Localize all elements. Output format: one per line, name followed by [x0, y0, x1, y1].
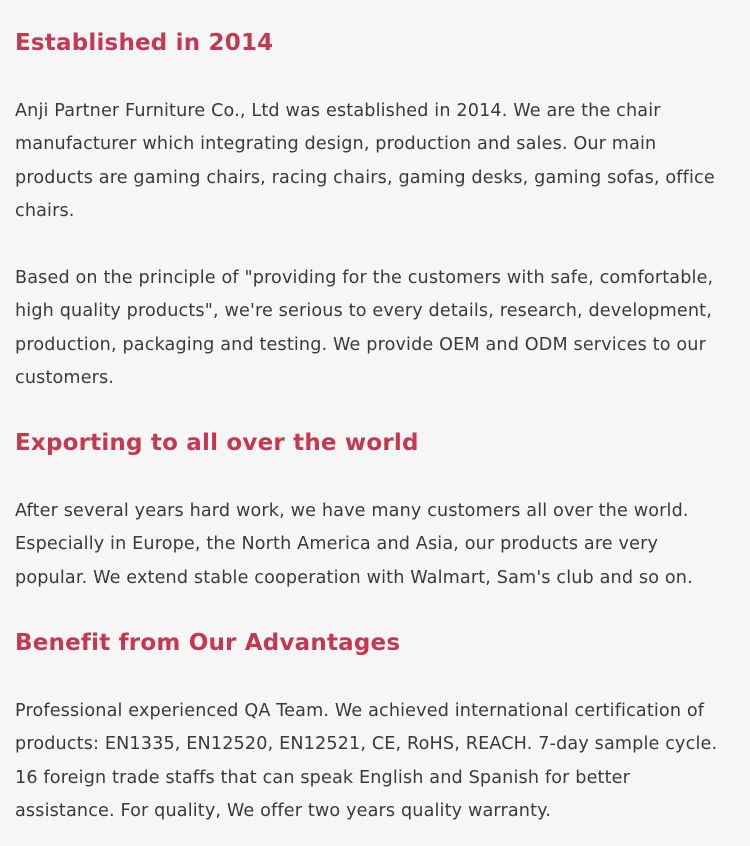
text-line: Based on the principle of "providing for the customers with safe, comfortable,: [15, 268, 714, 288]
text-line: products: EN1335, EN12520, EN12521, CE, RoHS, REACH. 7-day sample cycle.: [15, 734, 718, 755]
text-line: Anji Partner Furniture Co., Ltd was established in 2014. We are the chair: [15, 101, 661, 121]
text-line: products are gaming chairs, racing chairs, gaming desks, gaming sofas, office: [15, 167, 715, 188]
text-line: assistance. For quality, We offer two years quality warranty.: [15, 800, 551, 821]
text-line: Professional experienced QA Team. We achieved international certification of: [15, 701, 705, 721]
text-line: popular. We extend stable cooperation with Walmart, Sam's club and so on.: [15, 567, 693, 588]
paragraph-company-intro: [15, 95, 715, 228]
text-line: manufacturer which integrating design, production and sales. Our main: [15, 134, 657, 155]
text-line: After several years hard work, we have many customers all over the world.: [15, 501, 689, 521]
heading-advantages: Benefit from Our Advantages: [15, 630, 401, 656]
paragraph-advantages: [15, 695, 717, 828]
heading-established: Established in 2014: [15, 30, 274, 56]
text-line: Especially in Europe, the North America and Asia, our products are very: [15, 534, 659, 555]
text-line: chairs.: [15, 200, 75, 221]
heading-exporting: Exporting to all over the world: [15, 430, 419, 456]
text-line: customers.: [15, 367, 115, 388]
paragraph-principle: [15, 262, 713, 395]
paragraph-exporting: [15, 495, 693, 595]
text-line: 16 foreign trade staffs that can speak English and Spanish for better: [15, 767, 630, 788]
text-line: high quality products", we're serious to every details, research, development,: [15, 301, 712, 322]
text-line: production, packaging and testing. We provide OEM and ODM services to our: [15, 334, 706, 355]
